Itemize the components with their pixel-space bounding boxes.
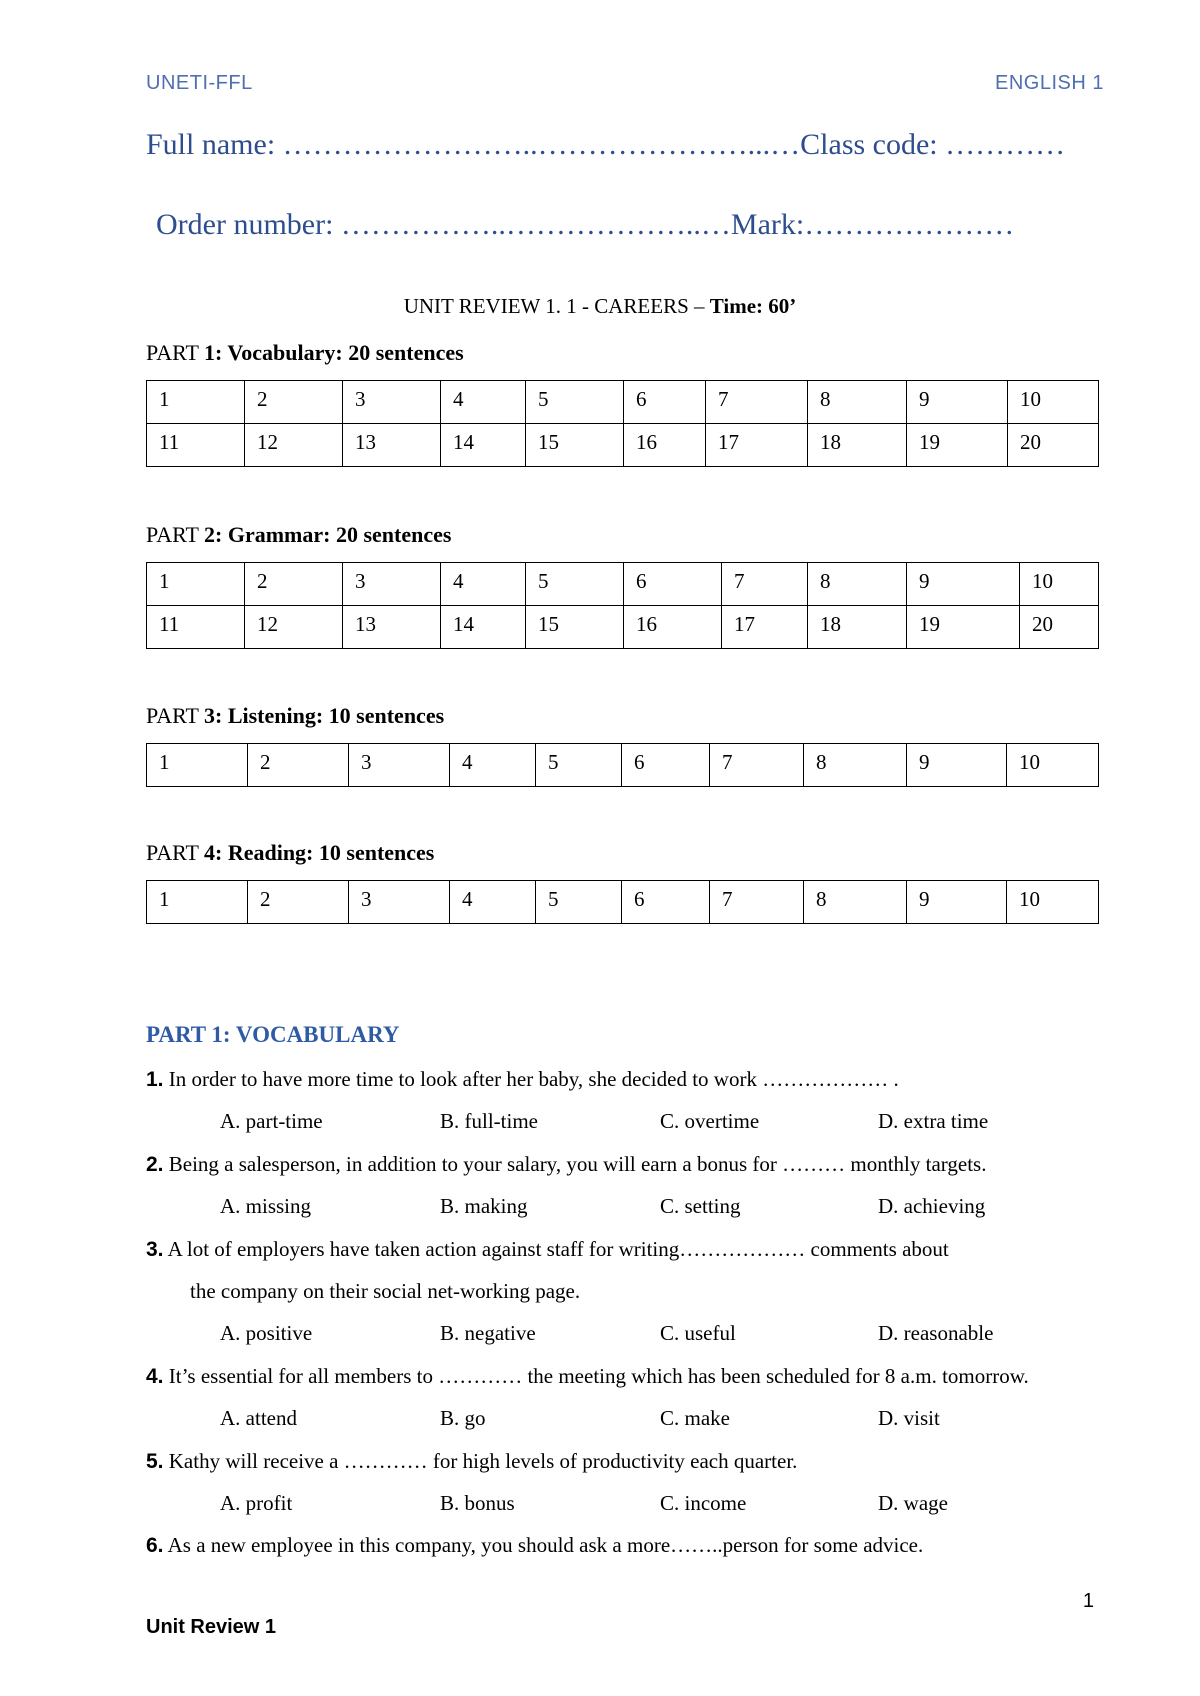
answer-option[interactable]: A. part-time (220, 1109, 323, 1134)
answer-option[interactable]: B. bonus (440, 1491, 515, 1515)
answer-cell[interactable]: 19 (907, 606, 1020, 649)
answer-cell[interactable]: 3 (343, 563, 441, 606)
question-number: 5. (146, 1449, 164, 1473)
question-number: 4. (146, 1364, 164, 1388)
full-name-class-code-line: Full name: ……………………..…………………...…Class code: ………… (146, 128, 1066, 161)
answer-cell[interactable]: 7 (706, 381, 808, 424)
answer-cell[interactable]: 2 (248, 881, 349, 924)
answer-cell[interactable]: 10 (1008, 381, 1099, 424)
answer-cell[interactable]: 17 (706, 424, 808, 467)
answer-option[interactable]: D. achieving (878, 1194, 986, 1219)
answer-cell[interactable]: 10 (1007, 881, 1099, 924)
part-2-heading (146, 522, 451, 548)
part-name: 1: Vocabulary: 20 sentences (204, 340, 464, 365)
part-1-answer-grid (146, 380, 1099, 467)
grid-row (147, 881, 1099, 924)
answer-option[interactable]: A. positive (220, 1321, 313, 1346)
answer-cell[interactable]: 12 (245, 424, 343, 467)
question-text: In order to have more time to look after her baby, she decided to work ……………… . (163, 1067, 899, 1091)
question-2 (146, 1152, 986, 1177)
answer-cell[interactable]: 9 (907, 744, 1007, 787)
grid-row (147, 563, 1099, 606)
answer-cell[interactable]: 7 (722, 563, 808, 606)
answer-cell[interactable]: 15 (526, 606, 624, 649)
answer-cell[interactable]: 1 (147, 744, 248, 787)
answer-cell[interactable]: 11 (147, 424, 245, 467)
answer-cell[interactable]: 20 (1008, 424, 1099, 467)
part-3-answer-grid (146, 743, 1099, 787)
answer-option[interactable]: D. reasonable (878, 1321, 994, 1346)
answer-cell[interactable]: 14 (441, 606, 526, 649)
answer-cell[interactable]: 20 (1020, 606, 1099, 649)
answer-option[interactable]: B. full-time (440, 1109, 538, 1134)
page-title (0, 294, 1200, 319)
answer-cell[interactable]: 2 (248, 744, 349, 787)
title-plain: UNIT REVIEW 1. 1 - CAREERS – (403, 294, 710, 318)
answer-cell[interactable]: 10 (1007, 744, 1099, 787)
answer-option[interactable]: B. making (440, 1194, 528, 1219)
grid-row (147, 424, 1099, 467)
answer-cell[interactable]: 6 (624, 381, 706, 424)
order-number-mark-line: Order number: ……………..………………..…Mark:………………… (156, 208, 1015, 241)
answer-option[interactable]: C. income (660, 1491, 747, 1515)
answer-cell[interactable]: 16 (624, 424, 706, 467)
answer-cell[interactable]: 3 (349, 744, 450, 787)
answer-cell[interactable]: 6 (622, 744, 710, 787)
answer-cell[interactable]: 4 (441, 381, 526, 424)
answer-cell[interactable]: 6 (624, 563, 722, 606)
answer-cell[interactable]: 12 (245, 606, 343, 649)
answer-cell[interactable]: 13 (343, 606, 441, 649)
answer-cell[interactable]: 10 (1020, 563, 1099, 606)
question-1 (146, 1067, 899, 1092)
header-right-label: ENGLISH 1 (995, 72, 1104, 94)
part-name: 2: Grammar: 20 sentences (204, 522, 452, 547)
answer-cell[interactable]: 4 (450, 744, 536, 787)
question-number: 6. (146, 1534, 164, 1558)
answer-cell[interactable]: 5 (526, 563, 624, 606)
answer-option[interactable]: C. make (660, 1406, 730, 1431)
part-name: 3: Listening: 10 sentences (204, 703, 445, 728)
answer-option[interactable]: D. visit (878, 1406, 940, 1431)
answer-cell[interactable]: 7 (710, 744, 804, 787)
answer-cell[interactable]: 19 (907, 424, 1008, 467)
answer-cell[interactable]: 5 (536, 744, 622, 787)
question-text: Being a salesperson, in addition to your salary, you will earn a bonus for ……… monthly targets. (163, 1151, 987, 1176)
answer-cell[interactable]: 9 (907, 881, 1007, 924)
part-label: PART (146, 522, 204, 547)
grid-row (147, 381, 1099, 424)
answer-cell[interactable]: 8 (808, 563, 907, 606)
question-4 (146, 1364, 1029, 1389)
answer-cell[interactable]: 5 (526, 381, 624, 424)
section-heading: PART 1: VOCABULARY (146, 1022, 400, 1047)
part-1-heading (146, 340, 464, 366)
answer-cell[interactable]: 9 (907, 381, 1008, 424)
question-3 (146, 1237, 949, 1262)
question-number: 1. (146, 1068, 164, 1091)
title-time: Time: 60’ (709, 294, 797, 318)
answer-option[interactable]: A. profit (220, 1491, 293, 1515)
question-text: It’s essential for all members to ………… the meeting which has been scheduled for 8 a.m. tomorrow. (163, 1363, 1029, 1388)
answer-cell[interactable]: 3 (349, 881, 450, 924)
answer-cell[interactable]: 17 (722, 606, 808, 649)
answer-cell[interactable]: 8 (804, 881, 907, 924)
answer-cell[interactable]: 18 (808, 424, 907, 467)
answer-option[interactable]: B. negative (440, 1321, 536, 1346)
part-label: PART (146, 840, 204, 865)
answer-cell[interactable]: 2 (245, 381, 343, 424)
answer-cell[interactable]: 4 (441, 563, 526, 606)
answer-option[interactable]: C. setting (660, 1194, 741, 1219)
answer-cell[interactable]: 16 (624, 606, 722, 649)
footer-label: Unit Review 1 (146, 1616, 277, 1638)
answer-option[interactable]: A. missing (220, 1194, 312, 1219)
answer-option[interactable]: D. extra time (878, 1109, 989, 1134)
question-text: Kathy will receive a ………… for high levels of productivity each quarter. (163, 1448, 798, 1473)
part-label: PART (146, 340, 204, 365)
answer-cell[interactable]: 11 (147, 606, 245, 649)
answer-option[interactable]: C. useful (660, 1321, 736, 1346)
answer-cell[interactable]: 8 (804, 744, 907, 787)
grid-row (147, 744, 1099, 787)
question-text: As a new employee in this company, you should ask a more……..person for some advice. (163, 1533, 924, 1558)
question-6 (146, 1533, 923, 1558)
part-2-answer-grid (146, 562, 1099, 649)
answer-cell[interactable]: 9 (907, 563, 1020, 606)
answer-cell[interactable]: 13 (343, 424, 441, 467)
part-4-heading (146, 840, 434, 866)
answer-option[interactable]: A. attend (220, 1406, 297, 1431)
part-3-heading (146, 703, 444, 729)
answer-cell[interactable]: 3 (343, 381, 441, 424)
answer-option[interactable]: C. overtime (660, 1109, 760, 1134)
question-number: 3. (146, 1237, 164, 1261)
answer-cell[interactable]: 7 (710, 881, 804, 924)
question-5 (146, 1449, 797, 1474)
part-name: 4: Reading: 10 sentences (204, 840, 435, 865)
question-text-continued: the company on their social net-working page. (190, 1279, 581, 1303)
answer-cell[interactable]: 1 (147, 381, 245, 424)
answer-cell[interactable]: 15 (526, 424, 624, 467)
part-label: PART (146, 703, 204, 728)
answer-cell[interactable]: 8 (808, 381, 907, 424)
answer-cell[interactable]: 1 (147, 881, 248, 924)
answer-cell[interactable]: 6 (622, 881, 710, 924)
answer-cell[interactable]: 1 (147, 563, 245, 606)
answer-option[interactable]: D. wage (878, 1491, 948, 1515)
page-number: 1 (1082, 1590, 1094, 1612)
header-left-label: UNETI-FFL (146, 72, 253, 94)
grid-row (147, 606, 1099, 649)
question-text: A lot of employers have taken action against staff for writing……………… comments about (163, 1236, 949, 1261)
part-4-answer-grid (146, 880, 1099, 924)
question-number: 2. (146, 1152, 164, 1176)
answer-option[interactable]: B. go (440, 1406, 486, 1431)
answer-cell[interactable]: 18 (808, 606, 907, 649)
answer-cell[interactable]: 2 (245, 563, 343, 606)
answer-cell[interactable]: 14 (441, 424, 526, 467)
answer-cell[interactable]: 5 (536, 881, 622, 924)
answer-cell[interactable]: 4 (450, 881, 536, 924)
